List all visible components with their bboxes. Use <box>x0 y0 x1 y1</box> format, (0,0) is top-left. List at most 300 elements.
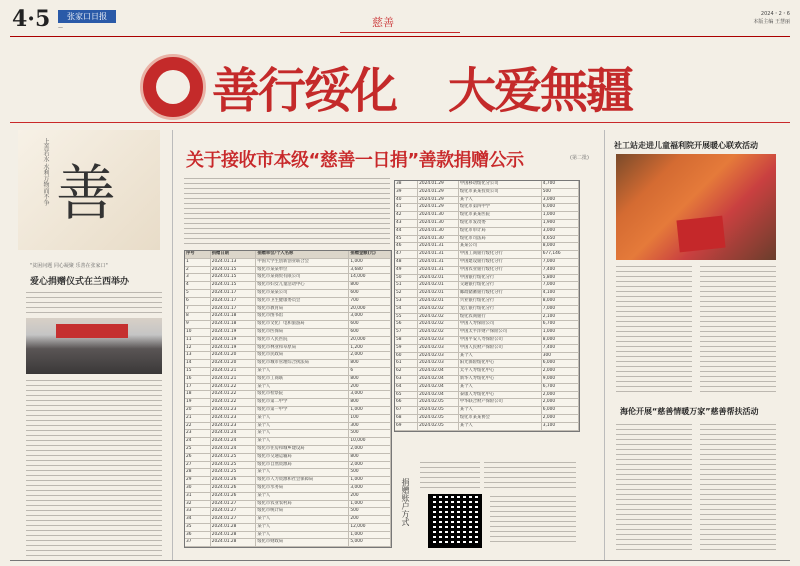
table-cell: 绥化市图书馆 <box>256 313 349 320</box>
table-cell: 某个人 <box>459 407 542 414</box>
table-row <box>185 539 391 547</box>
table-cell: 100 <box>349 415 391 422</box>
table-cell: 绥化市医保局 <box>256 329 349 336</box>
table-cell: 8,000 <box>542 243 579 250</box>
table-cell: 2,000 <box>542 415 579 422</box>
table-cell: 某个人 <box>459 423 542 430</box>
table-row <box>185 360 391 368</box>
table-cell: 600 <box>349 290 391 297</box>
table-cell: 8 <box>185 313 211 320</box>
table-cell: 2,000 <box>542 399 579 406</box>
table-cell: 54 <box>395 306 418 313</box>
table-row <box>395 368 579 376</box>
table-header-cell: 捐赠日期 <box>211 251 257 258</box>
table-cell: 绥化市自然资源局 <box>256 462 349 469</box>
table-cell: 5 <box>185 290 211 297</box>
table-cell: 某个人 <box>256 532 349 539</box>
bottom-rule <box>10 560 790 561</box>
table-row <box>185 399 391 407</box>
table-row <box>395 321 579 329</box>
table-cell: 66 <box>395 399 418 406</box>
table-cell: 2024.01.23 <box>211 407 257 414</box>
table-cell: 绥化市文化广电和旅游局 <box>256 321 349 328</box>
table-cell: 2024.01.15 <box>211 274 257 281</box>
table-cell: 28 <box>185 469 211 476</box>
table-row <box>185 267 391 275</box>
table-cell: 61 <box>395 360 418 367</box>
table-row <box>185 274 391 282</box>
table-cell: 绥化市人民医院 <box>256 337 349 344</box>
table-cell: 800 <box>349 399 391 406</box>
table-cell: 700 <box>349 298 391 305</box>
table-cell: 47 <box>395 251 418 258</box>
table-cell: 绥化市财政局 <box>256 539 349 546</box>
table-cell: 2024.01.30 <box>418 220 459 227</box>
table-cell: 绥化农商银行 <box>459 314 542 321</box>
table-row <box>185 337 391 345</box>
table-row <box>185 352 391 360</box>
table-cell: 2024.01.31 <box>418 259 459 266</box>
table-cell: 中国太平洋财产保险公司 <box>459 329 542 336</box>
table-cell: 8,000 <box>542 298 579 305</box>
table-cell: 2024.02.03 <box>418 353 459 360</box>
table-cell: 某个人 <box>256 368 349 375</box>
table-cell: 31 <box>185 493 211 500</box>
table-row <box>395 236 579 244</box>
contact-info <box>420 462 480 488</box>
table-cell: 7,000 <box>542 259 579 266</box>
table-cell: 1,000 <box>349 501 391 508</box>
table-cell: 绥化市工商联 <box>256 376 349 383</box>
right-body-text-c <box>616 424 692 554</box>
table-cell: 59 <box>395 345 418 352</box>
table-cell: 2024.01.20 <box>211 360 257 367</box>
ceremony-banner <box>56 324 128 338</box>
table-cell: 200 <box>349 516 391 523</box>
table-cell: 2024.02.02 <box>418 306 459 313</box>
table-cell: 2024.01.29 <box>418 189 459 196</box>
table-cell: 3,000 <box>349 391 391 398</box>
table-cell: 3,000 <box>542 197 579 204</box>
table-cell: 2024.02.01 <box>418 282 459 289</box>
table-row <box>395 181 579 189</box>
table-cell: 2024.01.24 <box>211 438 257 445</box>
table-cell: 43 <box>395 220 418 227</box>
table-cell: 2024.01.17 <box>211 290 257 297</box>
table-cell: 12 <box>185 345 211 352</box>
table-cell: 500 <box>349 508 391 515</box>
table-row <box>185 329 391 337</box>
right-body-text-a <box>616 266 692 396</box>
table-cell: 12,000 <box>349 524 391 531</box>
table-cell: 绥化市教育局 <box>256 306 349 313</box>
table-row <box>185 446 391 454</box>
table-row <box>395 314 579 322</box>
table-cell: 2024.02.02 <box>418 321 459 328</box>
table-cell: 14 <box>185 360 211 367</box>
table-row <box>395 267 579 275</box>
main-title: 关于接收市本级“慈善一日捐”善款捐赠公示 <box>186 150 524 171</box>
table-cell: 绥化市住房和城乡建设局 <box>256 446 349 453</box>
table-cell: 2024.02.01 <box>418 275 459 282</box>
table-cell: 某个人 <box>459 197 542 204</box>
column-divider-right <box>604 130 605 560</box>
table-cell: 3,000 <box>349 485 391 492</box>
table-row <box>395 212 579 220</box>
table-cell: 60 <box>395 353 418 360</box>
table-row <box>395 337 579 345</box>
table-cell: 2024.02.01 <box>418 298 459 305</box>
table-cell: 27 <box>185 462 211 469</box>
paper-logo: 张家口日报 <box>58 10 116 23</box>
table-cell: 45 <box>395 236 418 243</box>
table-cell: 2024.01.19 <box>211 345 257 352</box>
table-row <box>185 415 391 423</box>
table-cell: 14,000 <box>349 274 391 281</box>
table-cell: 阳光保险绥化中心 <box>459 360 542 367</box>
table-cell: 7,400 <box>542 345 579 352</box>
table-row <box>395 376 579 384</box>
table-cell: 3,100 <box>542 423 579 430</box>
table-row <box>395 306 579 314</box>
table-cell: 绥化市审计局 <box>459 228 542 235</box>
table-cell: 17 <box>185 384 211 391</box>
table-cell: 绥化市城市管理综合执法局 <box>256 360 349 367</box>
table-cell: 500 <box>542 189 579 196</box>
bank-details <box>490 496 576 546</box>
table-cell: 13 <box>185 352 211 359</box>
page-number: 4·5 <box>12 6 51 32</box>
table-cell: 2024.01.30 <box>418 212 459 219</box>
table-cell: 2024.01.13 <box>211 259 257 266</box>
table-cell: 29 <box>185 477 211 484</box>
table-row <box>185 532 391 540</box>
table-cell: 新华人寿绥化中心 <box>459 376 542 383</box>
table-row <box>185 321 391 329</box>
table-cell: 某个人 <box>256 430 349 437</box>
table-row <box>395 423 579 431</box>
table-cell: 1,000 <box>542 212 579 219</box>
table-cell: 1,000 <box>349 407 391 414</box>
table-cell: 42 <box>395 212 418 219</box>
table-cell: 800 <box>349 282 391 289</box>
table-cell: 58 <box>395 337 418 344</box>
table-cell: 绥化市第四中学 <box>459 204 542 211</box>
table-cell: 600 <box>349 321 391 328</box>
left-body-text <box>26 292 162 314</box>
table-row <box>395 415 579 423</box>
table-cell: 1,000 <box>542 329 579 336</box>
table-cell: 9,000 <box>542 376 579 383</box>
table-cell: 500 <box>349 469 391 476</box>
table-cell: 2024.02.05 <box>418 423 459 430</box>
table-cell: 中国人寿保险公司 <box>459 321 542 328</box>
table-cell: 2024.01.18 <box>211 313 257 320</box>
table-cell: 6,700 <box>542 321 579 328</box>
table-cell: 2024.01.25 <box>211 454 257 461</box>
table-cell: 2,000 <box>349 446 391 453</box>
table-row <box>395 329 579 337</box>
table-row <box>185 524 391 532</box>
table-cell: 7,400 <box>542 267 579 274</box>
table-cell: 绥化市某某协会 <box>459 415 542 422</box>
left-body-text-2 <box>26 380 162 556</box>
table-cell: 绥化市妇女儿童活动中心 <box>256 282 349 289</box>
table-cell: 3 <box>185 274 211 281</box>
main-title-tag: (第二批) <box>570 155 589 161</box>
right-article1-title: 社工站走进儿童福利院开展暖心联欢活动 <box>614 141 758 150</box>
table-cell: 24 <box>185 438 211 445</box>
table-cell: 2,000 <box>349 352 391 359</box>
table-cell: 600 <box>349 329 391 336</box>
table-cell: 6,000 <box>542 204 579 211</box>
table-cell: 20,000 <box>349 306 391 313</box>
table-cell: 2024.02.04 <box>418 376 459 383</box>
account-info <box>484 462 576 488</box>
table-cell: 37 <box>185 539 211 546</box>
table-cell: 69 <box>395 423 418 430</box>
table-cell: 某个人 <box>256 469 349 476</box>
table-row <box>185 469 391 477</box>
table-cell: 2024.01.28 <box>211 524 257 531</box>
banner-slogan-left: 善行绥化 <box>212 63 397 119</box>
table-cell: 2024.01.31 <box>418 267 459 274</box>
table-cell: 51 <box>395 282 418 289</box>
table-cell: 2024.01.26 <box>211 493 257 500</box>
table-cell: 18 <box>185 391 211 398</box>
qr-code-icon <box>428 494 482 548</box>
table-cell: 2024.02.04 <box>418 384 459 391</box>
table-row <box>185 384 391 392</box>
table-row <box>185 454 391 462</box>
table-cell: 2024.01.15 <box>211 282 257 289</box>
table-row <box>185 493 391 501</box>
table-header <box>185 251 391 259</box>
table-cell: 500 <box>349 430 391 437</box>
table-cell: 21 <box>185 415 211 422</box>
table-cell: 5,000 <box>349 539 391 546</box>
table-cell: 2,000 <box>349 462 391 469</box>
table-cell: 绥化市交通运输局 <box>256 454 349 461</box>
table-row <box>185 516 391 524</box>
table-row <box>395 228 579 236</box>
table-cell: 8,000 <box>542 337 579 344</box>
table-cell: 800 <box>349 454 391 461</box>
table-row <box>185 438 391 446</box>
table-cell: 5,800 <box>542 275 579 282</box>
table-cell: 中国工商银行绥化分行 <box>459 251 542 258</box>
table-cell: 30 <box>185 485 211 492</box>
table-cell: 2024.01.29 <box>418 204 459 211</box>
left-caption: "贫困问题 同心凝聚 乐善在张家口" <box>30 263 108 269</box>
table-cell: 泰康人寿绥化中心 <box>459 392 542 399</box>
table-cell: 6 <box>349 368 391 375</box>
table-cell: 63 <box>395 376 418 383</box>
table-cell: 某某公司 <box>459 243 542 250</box>
table-cell: 2024.02.02 <box>418 314 459 321</box>
table-row <box>395 345 579 353</box>
table-row <box>185 501 391 509</box>
table-row <box>395 197 579 205</box>
table-cell: 34 <box>185 516 211 523</box>
banner-slogan-right: 大爱無疆 <box>448 63 633 119</box>
table-cell: 2024.01.27 <box>211 508 257 515</box>
table-cell: 23 <box>185 430 211 437</box>
table-row <box>395 282 579 290</box>
account-vertical-label: 捐赠账户方式 <box>401 478 410 526</box>
table-row <box>185 282 391 290</box>
table-cell: 某个人 <box>256 438 349 445</box>
table-cell: 2024.01.24 <box>211 446 257 453</box>
table-cell: 4,700 <box>542 181 579 188</box>
table-header-cell: 序号 <box>185 251 211 258</box>
table-header-cell: 捐赠金额(元) <box>349 251 391 258</box>
table-cell: 2024.01.31 <box>418 243 459 250</box>
table-cell: 46 <box>395 243 418 250</box>
table-cell: 绥化市民政局 <box>256 352 349 359</box>
date-info <box>700 10 790 26</box>
table-cell: 800 <box>349 360 391 367</box>
table-row <box>395 384 579 392</box>
intro-text <box>184 178 390 246</box>
table-cell: 绥化市第二中学 <box>256 399 349 406</box>
donation-table-1 <box>184 250 392 548</box>
table-row <box>185 368 391 376</box>
table-row <box>185 290 391 298</box>
table-cell: 49 <box>395 267 418 274</box>
table-cell: 2024.01.19 <box>211 329 257 336</box>
table-cell: 2024.01.22 <box>211 384 257 391</box>
table-cell: 1,000 <box>349 532 391 539</box>
table-cell: 2024.02.01 <box>418 290 459 297</box>
editor-line: 本版主编 王慧丽 <box>753 19 790 25</box>
table-cell: 15 <box>185 368 211 375</box>
table-header-cell: 捐赠单位/个人名称 <box>256 251 349 258</box>
table-cell: 2024.01.22 <box>211 399 257 406</box>
table-cell: 1,000 <box>349 477 391 484</box>
table-cell: 2024.01.29 <box>418 197 459 204</box>
table-cell: 2024.01.30 <box>418 228 459 235</box>
table-cell: 绥化市林业和草原局 <box>256 345 349 352</box>
table-cell: 绥化市检察院 <box>256 391 349 398</box>
table-cell: 2024.01.17 <box>211 298 257 305</box>
table-cell: 1,000 <box>349 259 391 266</box>
table-cell: 20 <box>185 407 211 414</box>
table-cell: 2024.01.28 <box>211 532 257 539</box>
table-cell: 中国银行绥化分行 <box>459 275 542 282</box>
table-cell: 2024.02.05 <box>418 415 459 422</box>
table-cell: 38 <box>395 181 418 188</box>
table-row <box>185 423 391 431</box>
table-cell: 2024.01.30 <box>418 236 459 243</box>
table-cell: 绥化市人力资源和社会保障局 <box>256 477 349 484</box>
table-cell: 300 <box>349 423 391 430</box>
table-cell: 某个人 <box>256 493 349 500</box>
table-cell: 龙江银行绥化分行 <box>459 306 542 313</box>
table-row <box>185 376 391 384</box>
table-cell: 2024.01.25 <box>211 469 257 476</box>
table-row <box>185 298 391 306</box>
date-line: 2024・2・6 <box>760 11 790 17</box>
table-cell: 35 <box>185 524 211 531</box>
table-cell: 某个人 <box>256 415 349 422</box>
table-cell: 2024.01.19 <box>211 337 257 344</box>
table-cell: 3,000 <box>542 228 579 235</box>
table-cell: 中国人民财产保险公司 <box>459 345 542 352</box>
table-row <box>185 345 391 353</box>
table-cell: 2,000 <box>542 368 579 375</box>
paper-subtitle: — <box>58 25 63 31</box>
table-cell: 中国平安人寿保险公司 <box>459 337 542 344</box>
table-row <box>395 259 579 267</box>
table-row <box>395 251 579 259</box>
table-row <box>185 313 391 321</box>
table-cell: 7,000 <box>542 306 579 313</box>
table-cell: 2024.02.05 <box>418 407 459 414</box>
table-cell: 2024.01.31 <box>418 251 459 258</box>
table-cell: 6 <box>185 298 211 305</box>
table-cell: 800 <box>349 376 391 383</box>
table-row <box>185 430 391 438</box>
right-article2-title: 海伦开展“慈善情暖万家”慈善帮扶活动 <box>620 407 759 416</box>
table-cell: 2,100 <box>542 314 579 321</box>
table-cell: 2024.01.24 <box>211 430 257 437</box>
table-row <box>395 243 579 251</box>
table-cell: 中国建设银行绥化分行 <box>459 259 542 266</box>
table-cell: 39 <box>395 189 418 196</box>
table-row <box>185 508 391 516</box>
table-cell: 7 <box>185 306 211 313</box>
table-cell: 2,000 <box>542 392 579 399</box>
table-cell: 6,000 <box>542 360 579 367</box>
table-row <box>395 290 579 298</box>
table-cell: 4,100 <box>542 290 579 297</box>
table-cell: 2024.01.27 <box>211 501 257 508</box>
table-cell: 绥化市某某公司 <box>256 290 349 297</box>
table-cell: 52 <box>395 290 418 297</box>
table-cell: 10,000 <box>349 438 391 445</box>
table-cell: 邮政储蓄银行绥化分行 <box>459 290 542 297</box>
table-cell: 48 <box>395 259 418 266</box>
table-cell: 19 <box>185 399 211 406</box>
table-cell: 某个人 <box>459 353 542 360</box>
feature-vertical-text: 上善若水 水利万物而不争 <box>42 138 49 206</box>
table-cell: 4,650 <box>542 236 579 243</box>
table-cell: 2024.01.17 <box>211 306 257 313</box>
table-cell: 1 <box>185 259 211 266</box>
left-article-title: 爱心捐赠仪式在兰西举办 <box>30 277 130 287</box>
table-cell: 2024.01.28 <box>211 539 257 546</box>
table-cell: 2024.01.27 <box>211 516 257 523</box>
table-row <box>185 306 391 314</box>
table-cell: 2024.01.20 <box>211 352 257 359</box>
table-cell: 300 <box>542 353 579 360</box>
table-cell: 2024.01.23 <box>211 423 257 430</box>
table-cell: 2024.01.26 <box>211 477 257 484</box>
table-row <box>185 477 391 485</box>
table-cell: 2024.01.26 <box>211 485 257 492</box>
table-cell: 677,146 <box>542 251 579 258</box>
table-cell: 3,680 <box>349 267 391 274</box>
table-cell: 兴业银行绥化分行 <box>459 298 542 305</box>
section-underline <box>340 32 460 33</box>
column-divider-left <box>172 130 173 560</box>
table-cell: 某个人 <box>256 384 349 391</box>
table-cell: 16 <box>185 376 211 383</box>
table-cell: 绥化市司法局 <box>459 236 542 243</box>
table-row <box>185 485 391 493</box>
table-cell: 4 <box>185 282 211 289</box>
